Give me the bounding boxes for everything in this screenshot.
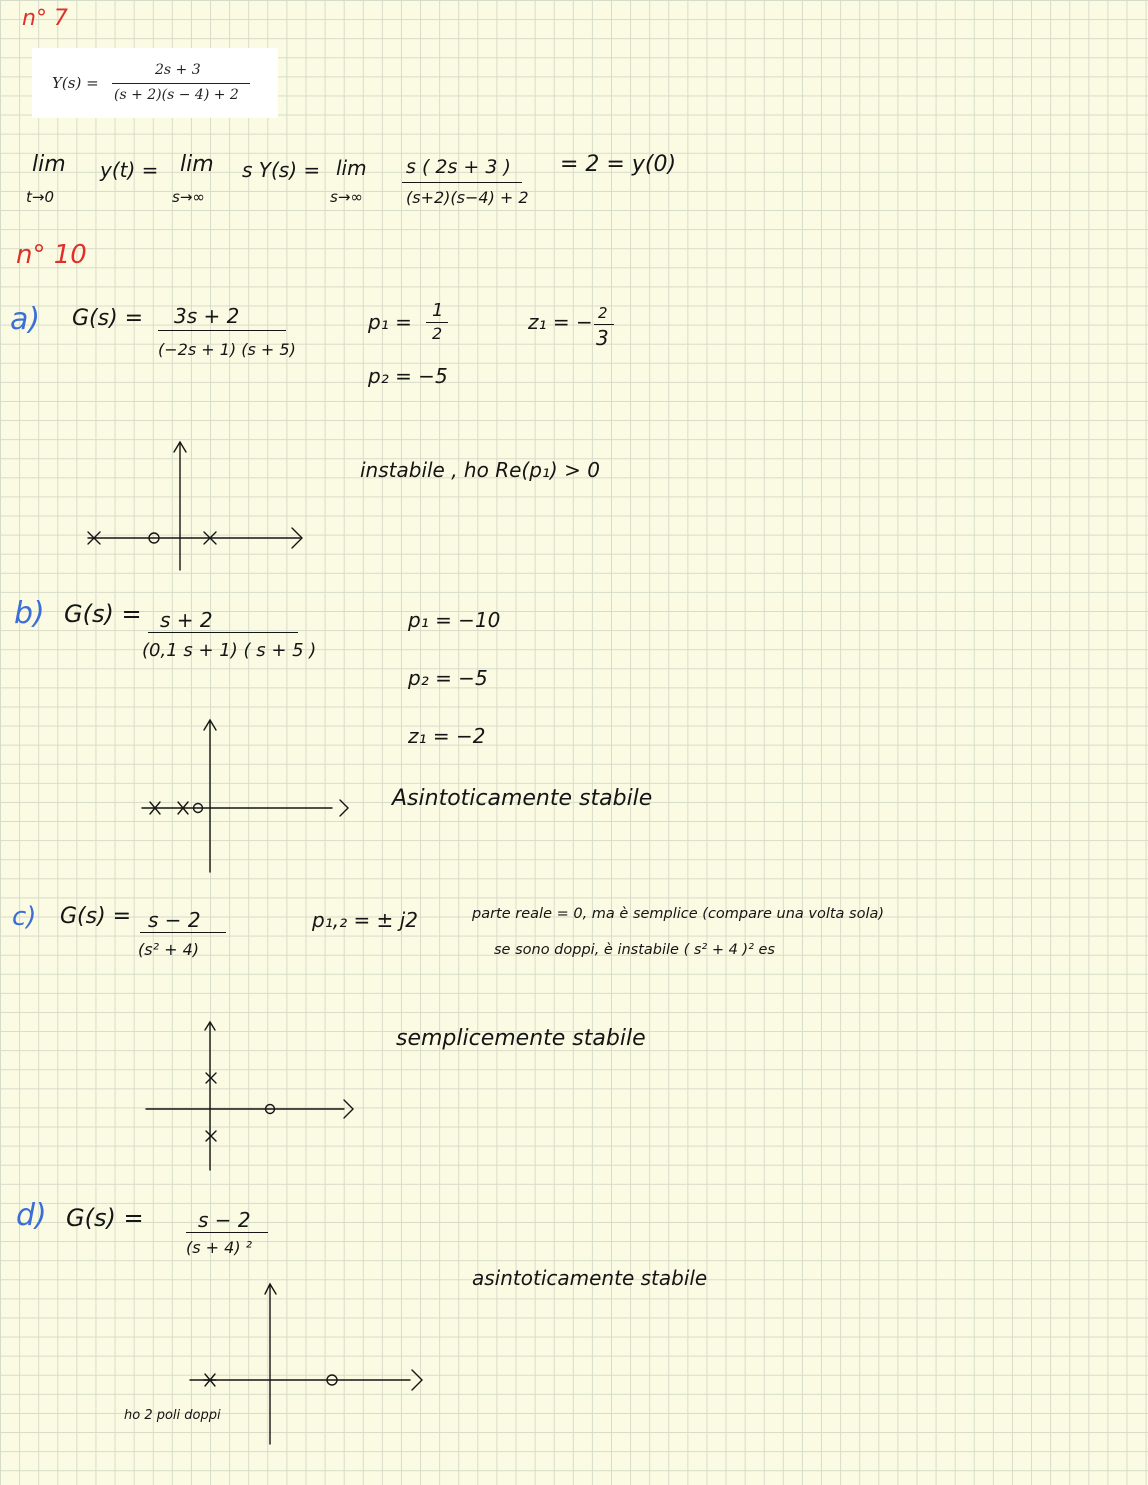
part-c-fraction-bar: [140, 932, 226, 933]
limit-fraction-bar: [402, 182, 522, 183]
lim-3-sub: s→∞: [330, 188, 363, 206]
part-a-fraction-bar: [158, 330, 286, 331]
lim-3: lim: [336, 156, 367, 180]
printed-formula-fraction-bar: [112, 83, 250, 84]
part-a-lhs: G(s) =: [72, 306, 144, 331]
part-c-note-2: se sono doppi, è instabile ( s² + 4 )² es: [494, 942, 775, 958]
part-d-denominator: (s + 4) ²: [186, 1238, 253, 1257]
part-d-fraction-bar: [186, 1232, 268, 1233]
part-d-pole-zero-plot: [170, 1272, 440, 1452]
part-a-p1-den: 2: [432, 324, 443, 343]
part-d-lhs: G(s) =: [66, 1204, 144, 1232]
printed-formula-denominator: (s + 2)(s − 4) + 2: [114, 87, 239, 103]
part-b-z1: z₁ = −2: [408, 724, 486, 748]
real-axis-arrow: [412, 1370, 422, 1390]
part-b-comment: Asintoticamente stabile: [392, 786, 653, 811]
part-a-p1: p₁ =: [368, 310, 412, 334]
part-a-p2: p₂ = −5: [368, 364, 448, 388]
part-b-numerator: s + 2: [160, 608, 213, 632]
part-b-denominator: (0,1 s + 1) ( s + 5 ): [142, 640, 317, 661]
part-d-comment: asintoticamente stabile: [472, 1266, 708, 1290]
part-c-note-1: parte reale = 0, ma è semplice (compare una volta sola): [472, 906, 885, 922]
double-pole: [204, 1374, 216, 1386]
lim-2-sub: s→∞: [172, 188, 205, 206]
real-axis-arrow: [340, 800, 348, 816]
part-a-numerator: 3s + 2: [174, 304, 240, 328]
part-a-comment: instabile , ho Re(p₁) > 0: [360, 458, 600, 482]
part-c-comment: semplicemente stabile: [396, 1026, 646, 1051]
lim-2: lim: [180, 152, 214, 177]
part-c-denominator: (s² + 4): [138, 940, 199, 959]
part-b-fraction-bar: [148, 632, 298, 633]
part-d-numerator: s − 2: [198, 1208, 251, 1232]
part-a-denominator: (−2s + 1) (s + 5): [158, 340, 296, 359]
part-d-plot-note: ho 2 poli doppi: [124, 1408, 221, 1423]
part-a-pole-zero-plot: [80, 436, 320, 576]
real-axis-arrow: [344, 1100, 353, 1118]
part-a-letter: a): [10, 302, 41, 337]
printed-formula-box: [32, 48, 278, 118]
limit-denominator: (s+2)(s−4) + 2: [406, 188, 529, 207]
printed-formula-lhs: Y(s) =: [52, 74, 99, 92]
limit-numerator: s ( 2s + 3 ): [406, 156, 511, 178]
part-d-letter: d): [16, 1198, 47, 1233]
part-a-z1-num: 2: [598, 304, 608, 322]
y-of-t: y(t) =: [100, 158, 159, 182]
part-b-p2: p₂ = −5: [408, 666, 488, 690]
problem-10-number: n° 10: [16, 240, 87, 270]
part-a-z1: z₁ = −: [528, 310, 593, 334]
part-c-pole-zero-plot: [140, 1018, 370, 1174]
lim-1: lim: [32, 152, 66, 177]
printed-formula-numerator: 2s + 3: [155, 62, 201, 78]
part-a-z1-den: 3: [596, 326, 609, 350]
lim-1-sub: t→0: [26, 188, 54, 206]
part-b-pole-zero-plot: [136, 714, 356, 878]
part-c-numerator: s − 2: [148, 908, 201, 932]
pole-minus-j2: [206, 1131, 216, 1141]
pole-plus-j2: [206, 1073, 216, 1083]
part-c-lhs: G(s) =: [60, 904, 132, 929]
part-a-p1-num: 1: [432, 300, 444, 321]
part-b-lhs: G(s) =: [64, 600, 142, 628]
problem-7-number: n° 7: [22, 6, 68, 31]
part-c-letter: c): [12, 902, 37, 932]
s-Y-of-s: s Y(s) =: [242, 158, 321, 182]
part-b-letter: b): [14, 596, 45, 631]
part-c-poles: p₁,₂ = ± j2: [312, 908, 418, 932]
part-b-p1: p₁ = −10: [408, 608, 501, 632]
limit-result: = 2 = y(0): [560, 152, 677, 177]
